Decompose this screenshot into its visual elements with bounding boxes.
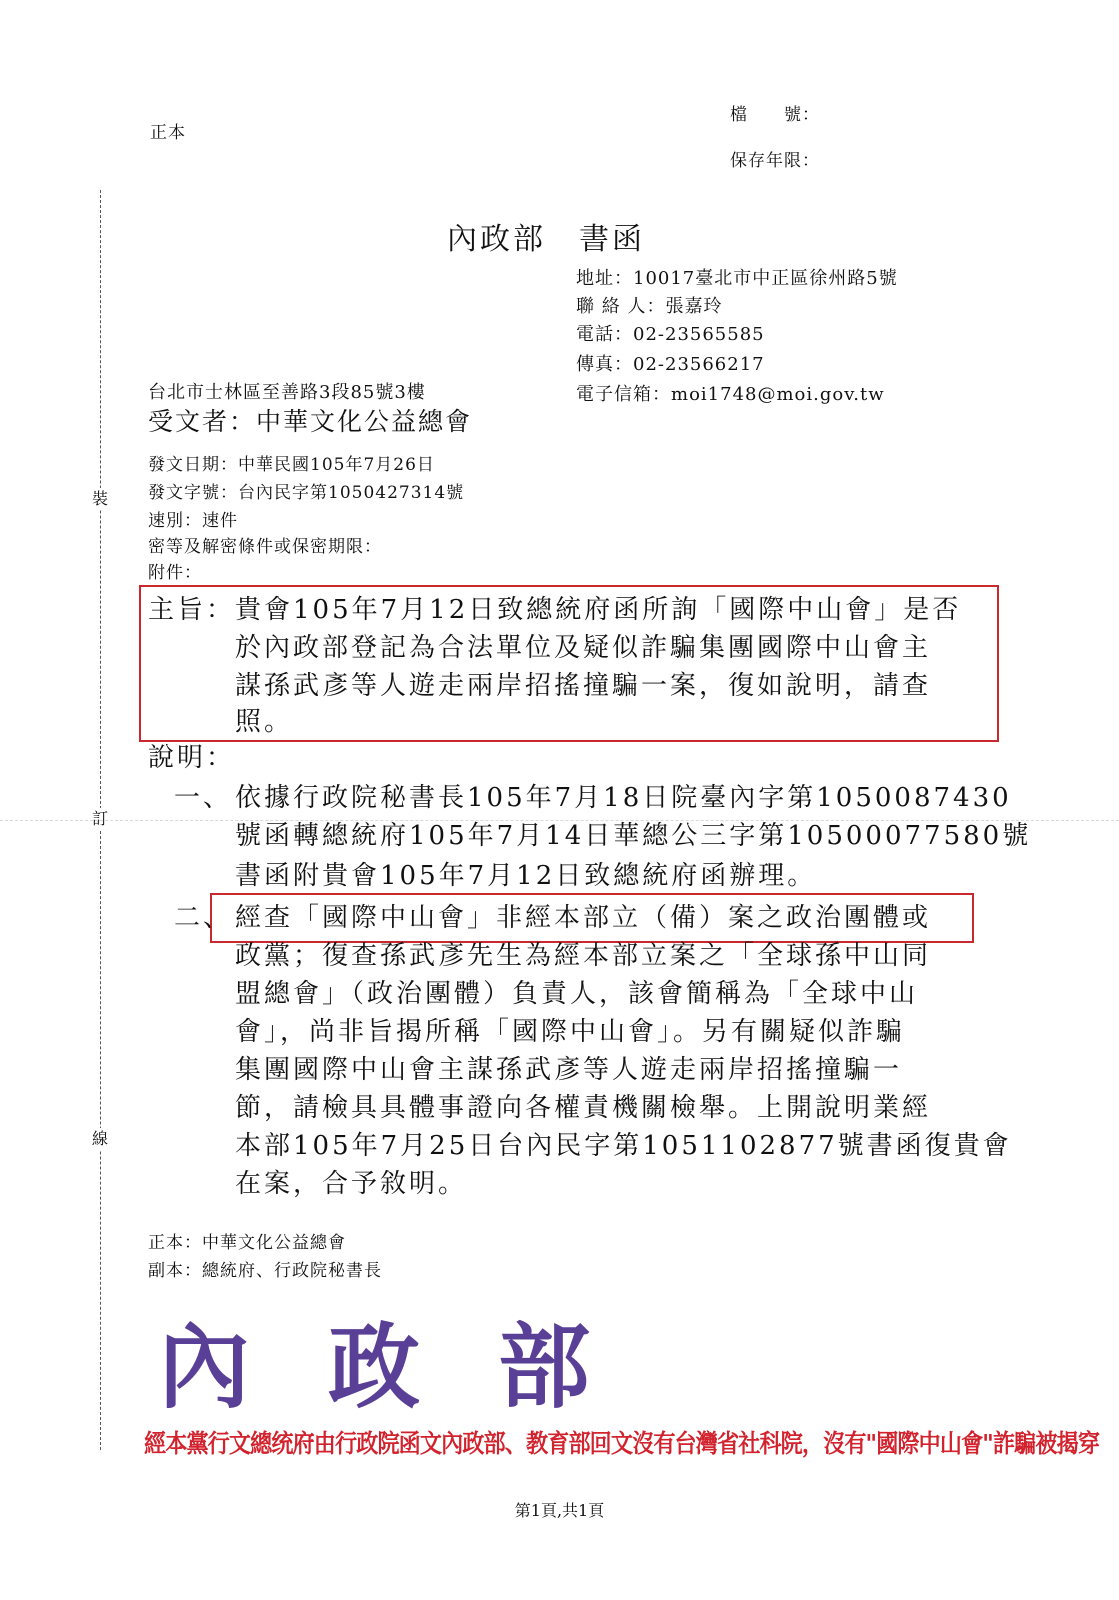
- attachment: 附件：: [148, 563, 202, 583]
- item-2-number: 二、: [174, 903, 233, 933]
- delivery-speed: 速別：速件: [148, 511, 238, 531]
- issue-date: 發文日期：中華民國105年7月26日: [148, 455, 435, 475]
- subject-line: 謀孫武彥等人遊走兩岸招搖撞騙一案，復如說明，請查: [235, 671, 932, 701]
- item-2-line: 會」，尚非旨揭所稱「國際中山會」。另有關疑似詐騙: [235, 1017, 906, 1047]
- red-annotation: 經本黨行文總统府由行政院函文內政部、教育部回文沒有台灣省社科院，沒有"國際中山會"詐騙被揭穿: [144, 1429, 1100, 1458]
- recipient-name: 受文者：中華文化公益總會: [148, 407, 473, 436]
- explanation-label: 說明：: [148, 743, 236, 773]
- sender-fax: 傳真：02-23566217: [576, 354, 765, 375]
- item-1-line: 書函附貴會105年7月12日致總統府函辦理。: [235, 861, 817, 891]
- item-2-line: 集團國際中山會主謀孫武彥等人遊走兩岸招搖撞騙一: [235, 1055, 903, 1085]
- subject-line: 照。: [235, 707, 294, 737]
- file-number-label: 檔 號：: [730, 105, 820, 125]
- item-2-line: 政黨；復查孫武彥先生為經本部立案之「全球孫中山同: [235, 941, 932, 971]
- binding-mark-xian: 線: [89, 1128, 111, 1150]
- ministry-stamp: 內政部: [158, 1314, 669, 1421]
- item-1-number: 一、: [174, 783, 233, 813]
- original-recipient: 正本：中華文化公益總會: [148, 1233, 346, 1253]
- item-1-line: 號函轉總統府105年7月14日華總公三字第10500077580號: [235, 821, 1032, 851]
- item-2-line: 經查「國際中山會」非經本部立（備）案之政治團體或: [235, 903, 932, 933]
- copy-recipients: 副本：總統府、行政院秘書長: [148, 1261, 382, 1281]
- item-2-line: 盟總會」（政治團體）負責人，該會簡稱為「全球中山: [235, 979, 919, 1009]
- recipient-address: 台北市士林區至善路3段85號3樓: [148, 382, 426, 403]
- item-1-line: 依據行政院秘書長105年7月18日院臺內字第1050087430: [235, 783, 1012, 813]
- sender-address: 地址：10017臺北市中正區徐州路5號: [576, 268, 898, 289]
- subject-label: 主旨：: [148, 595, 236, 625]
- binding-mark-ding: 訂: [89, 808, 111, 830]
- binding-mark-zhuang: 裝: [89, 488, 111, 510]
- subject-line: 於內政部登記為合法單位及疑似詐騙集團國際中山會主: [235, 633, 932, 663]
- document-title: 內政部 書函: [447, 222, 645, 257]
- copy-type-label: 正本: [150, 123, 186, 143]
- item-2-line: 在案，合予敘明。: [235, 1169, 468, 1199]
- page-number: 第1頁,共1頁: [514, 1501, 605, 1520]
- item-2-line: 本部105年7月25日台內民字第1051102877號書函復貴會: [235, 1131, 1012, 1161]
- sender-email: 電子信箱：moi1748@moi.gov.tw: [576, 384, 885, 405]
- retention-period-label: 保存年限：: [730, 151, 820, 171]
- document-number: 發文字號：台內民字第1050427314號: [148, 483, 465, 503]
- secrecy-level: 密等及解密條件或保密期限：: [148, 537, 382, 557]
- sender-phone: 電話：02-23565585: [576, 324, 765, 345]
- subject-line: 貴會105年7月12日致總統府函所詢「國際中山會」是否: [235, 595, 962, 625]
- item-2-line: 節，請檢具具體事證向各權責機關檢舉。上開說明業經: [235, 1093, 932, 1123]
- sender-contact: 聯 絡 人：張嘉玲: [576, 296, 723, 317]
